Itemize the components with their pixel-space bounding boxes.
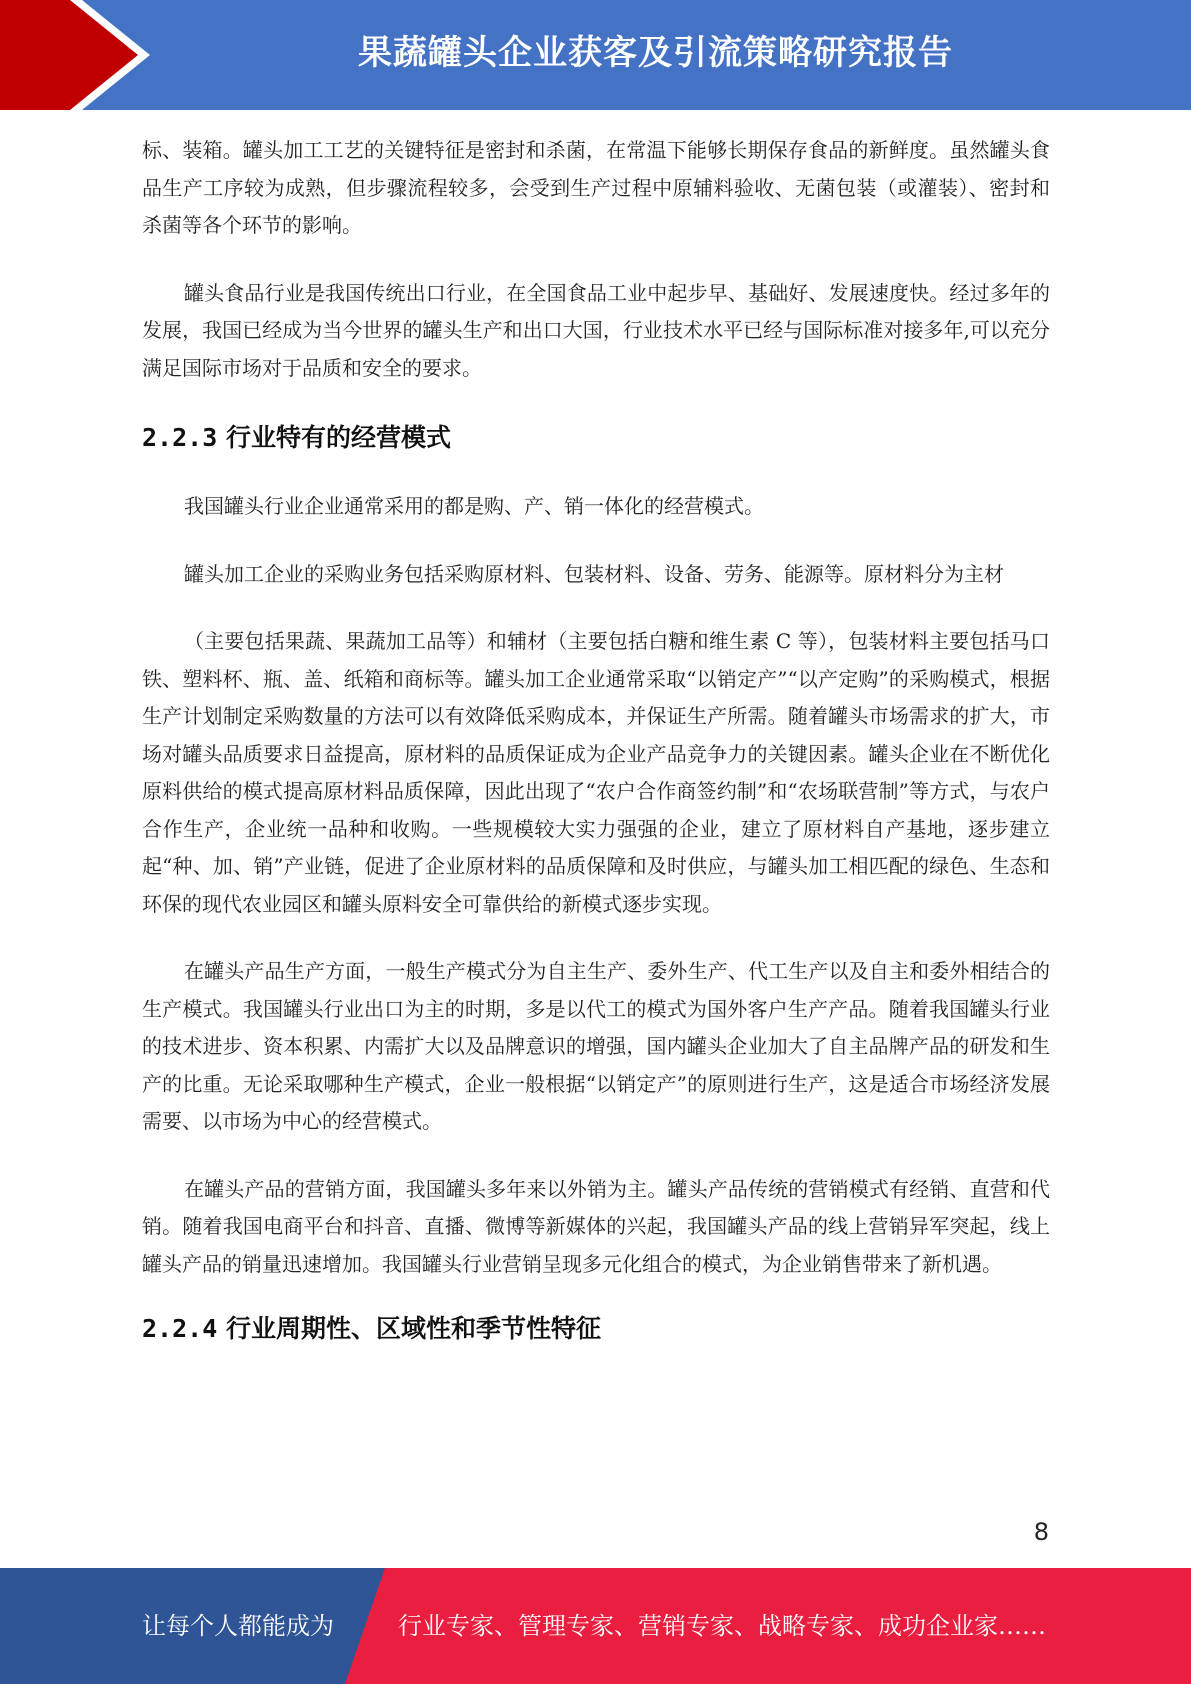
section-heading-2-2-3: [142, 420, 1050, 456]
paragraph-raw-materials: （主要包括果蔬、果蔬加工品等）和辅材（主要包括白糖和维生素 C 等），包装材料主要包括马口铁、塑料杯、瓶、盖、纸箱和商标等。罐头加工企业通常采取“以销定产”“以产定购”的采购模式，根据生产计划制定采购数量的方法可以有效降低采购成本，并保证生产所需。随着罐头市场需求的扩大，市场对罐头品质要求日益提高，原材料的品质保证成为企业产品竞争力的关键因素。罐头企业在不断优化原料供给的模式提高原材料品质保障，因此出现了“农户合作商签约制”和“农场联营制”等方式，与农户合作生产，企业统一品种和收购。一些规模较大实力强强的企业，建立了原材料自产基地，逐步建立起“种、加、销”产业链，促进了企业原材料的品质保障和及时供应，与罐头加工相匹配的绿色、生态和环保的现代农业园区和罐头原料安全可靠供给的新模式逐步实现。: [142, 629, 1050, 916]
paragraph-production: 在罐头产品生产方面，一般生产模式分为自主生产、委外生产、代工生产以及自主和委外相结合的生产模式。我国罐头行业出口为主的时期，多是以代工的模式为国外客户生产产品。随着我国罐头行业的技术进步、资本积累、内需扩大以及品牌意识的增强，国内罐头企业加大了自主品牌产品的研发和生产的比重。无论采取哪种生产模式，企业一般根据“以销定产”的原则进行生产，这是适合市场经济发展需要、以市场为中心的经营模式。: [142, 959, 1050, 1133]
section-number: 2.2.4: [142, 1314, 218, 1343]
paragraph-export-industry: 罐头食品行业是我国传统出口行业，在全国食品工业中起步早、基础好、发展速度快。经过多年的发展，我国已经成为当今世界的罐头生产和出口大国，行业技术水平已经与国际标准对接多年,可以充分满足国际市场对于品质和安全的要求。: [142, 280, 1050, 380]
footer-slogan-left: 让每个人都能成为: [142, 1612, 334, 1640]
footer-banner: [0, 1568, 1191, 1684]
paragraph-procurement: 罐头加工企业的采购业务包括采购原材料、包装材料、设备、劳务、能源等。原材料分为主材: [184, 561, 1004, 586]
footer-slogan-right: 行业专家、管理专家、营销专家、战略专家、成功企业家……: [398, 1612, 1046, 1640]
page-number: 8: [1033, 1518, 1049, 1546]
section-title: 行业周期性、区域性和季节性特征: [225, 1314, 601, 1343]
section-title: 行业特有的经营模式: [225, 423, 451, 452]
header-chevron-arrow: [0, 0, 140, 110]
report-title: 果蔬罐头企业获客及引流策略研究报告: [358, 33, 953, 73]
header-banner: [0, 0, 1191, 110]
section-number: 2.2.3: [142, 423, 218, 452]
section-heading-2-2-4: [142, 1311, 1050, 1347]
paragraph-business-model: 我国罐头行业企业通常采用的都是购、产、销一体化的经营模式。: [184, 494, 764, 518]
document-body: [142, 132, 1050, 1347]
paragraph-canning-process: 标、装箱。罐头加工工艺的关键特征是密封和杀菌，在常温下能够长期保存食品的新鲜度。虽然罐头食品生产工序较为成熟，但步骤流程较多，会受到生产过程中原辅料验收、无菌包装（或灌装）、密封和杀菌等各个环节的影响。: [142, 138, 1050, 237]
paragraph-marketing: 在罐头产品的营销方面，我国罐头多年来以外销为主。罐头产品传统的营销模式有经销、直营和代销。随着我国电商平台和抖音、直播、微博等新媒体的兴起，我国罐头产品的线上营销异军突起，线上罐头产品的销量迅速增加。我国罐头行业营销呈现多元化组合的模式，为企业销售带来了新机遇。: [142, 1176, 1050, 1276]
